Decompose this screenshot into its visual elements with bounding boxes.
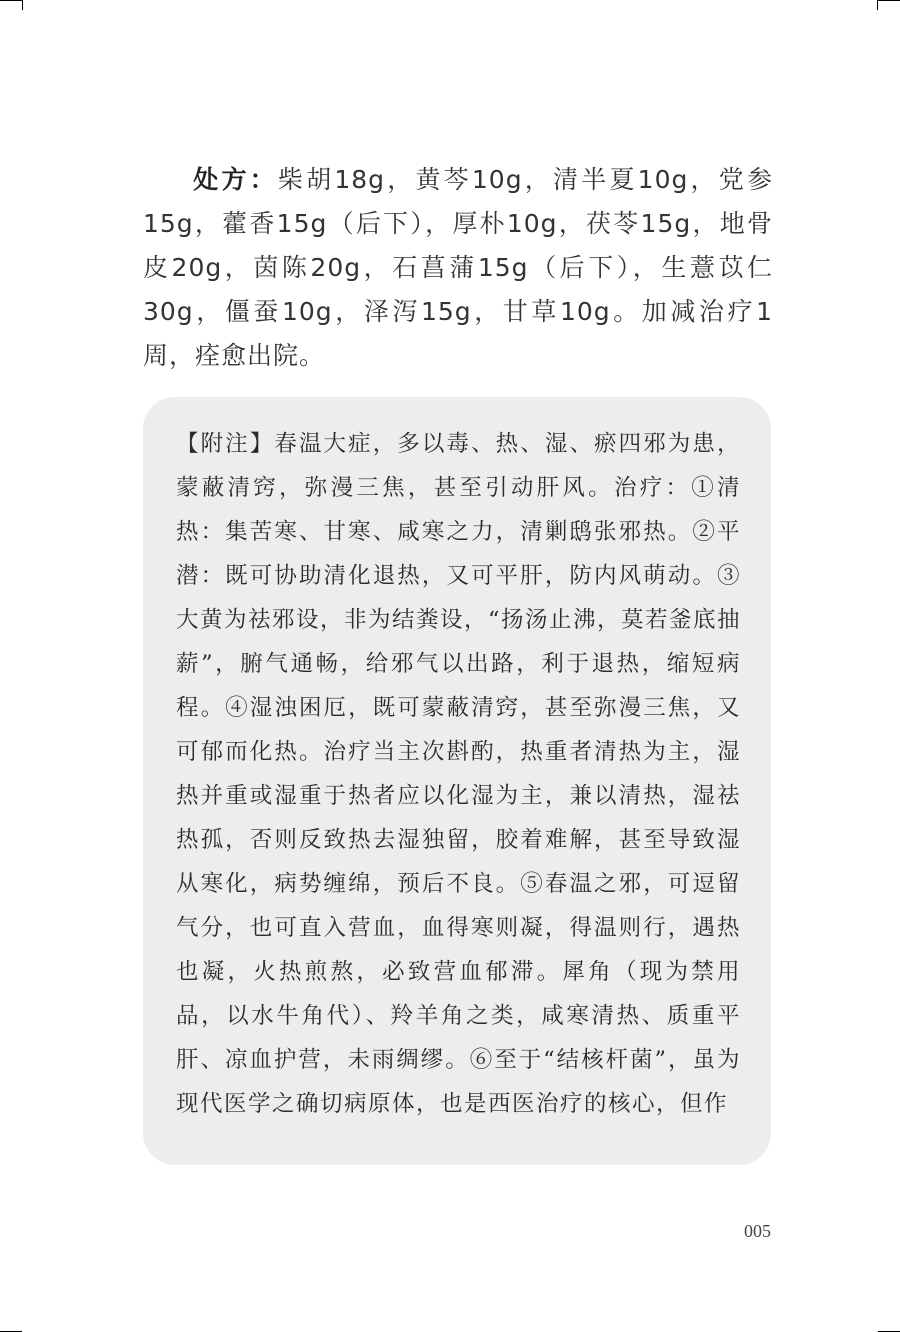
prescription-label: 处方： [191,165,278,194]
crop-mark-top-right-vertical [877,0,878,10]
annotation-text: 【附注】春温大症，多以毒、热、湿、瘀四邪为患，蒙蔽清窍，弥漫三焦，甚至引动肝风。治疗：①清热：集苦寒、甘寒、咸寒之力，清剿鸱张邪热。②平潜：既可协助清化退热，又可平肝，防内风萌动。③大黄为祛邪设，非为结粪设，“扬汤止沸，莫若釜底抽薪”，腑气通畅，给邪气以出路，利于退热，缩短病程。④湿浊困厄，既可蒙蔽清窍，甚至弥漫三焦，又可郁而化热。治疗当主次斟酌，热重者清热为主，湿热并重或湿重于热者应以化湿为主，兼以清热，湿祛热孤，否则反致热去湿独留，胶着难解，甚至导致湿从寒化，病势缠绵，预后不良。⑤春温之邪，可逗留气分，也可直入营血，血得寒则凝，得温则行，遇热也凝，火热煎熬，必致营血郁滞。犀角（现为禁用品，以水牛角代）、羚羊角之类，咸寒清热、质重平肝、凉血护营，未雨绸缪。⑥至于“结核杆菌”，虽为现代医学之确切病原体，也是西医治疗的核心，但作 [176,431,742,1117]
prescription-body: 柴胡18g，黄芩10g，清半夏10g，党参15g，藿香15g（后下），厚朴10g，茯苓15g，地骨皮20g，茵陈20g，石菖蒲15g（后下），生薏苡仁30g，僵蚕10g，泽泻15g，甘草10g。加减治疗1周，痊愈出院。 [143,165,773,370]
crop-mark-top-left-horizontal [0,0,22,1]
crop-mark-top-right-horizontal [878,0,900,1]
crop-mark-top-left-vertical [22,0,23,10]
prescription-paragraph [143,158,773,378]
page-number: 005 [744,1221,771,1241]
